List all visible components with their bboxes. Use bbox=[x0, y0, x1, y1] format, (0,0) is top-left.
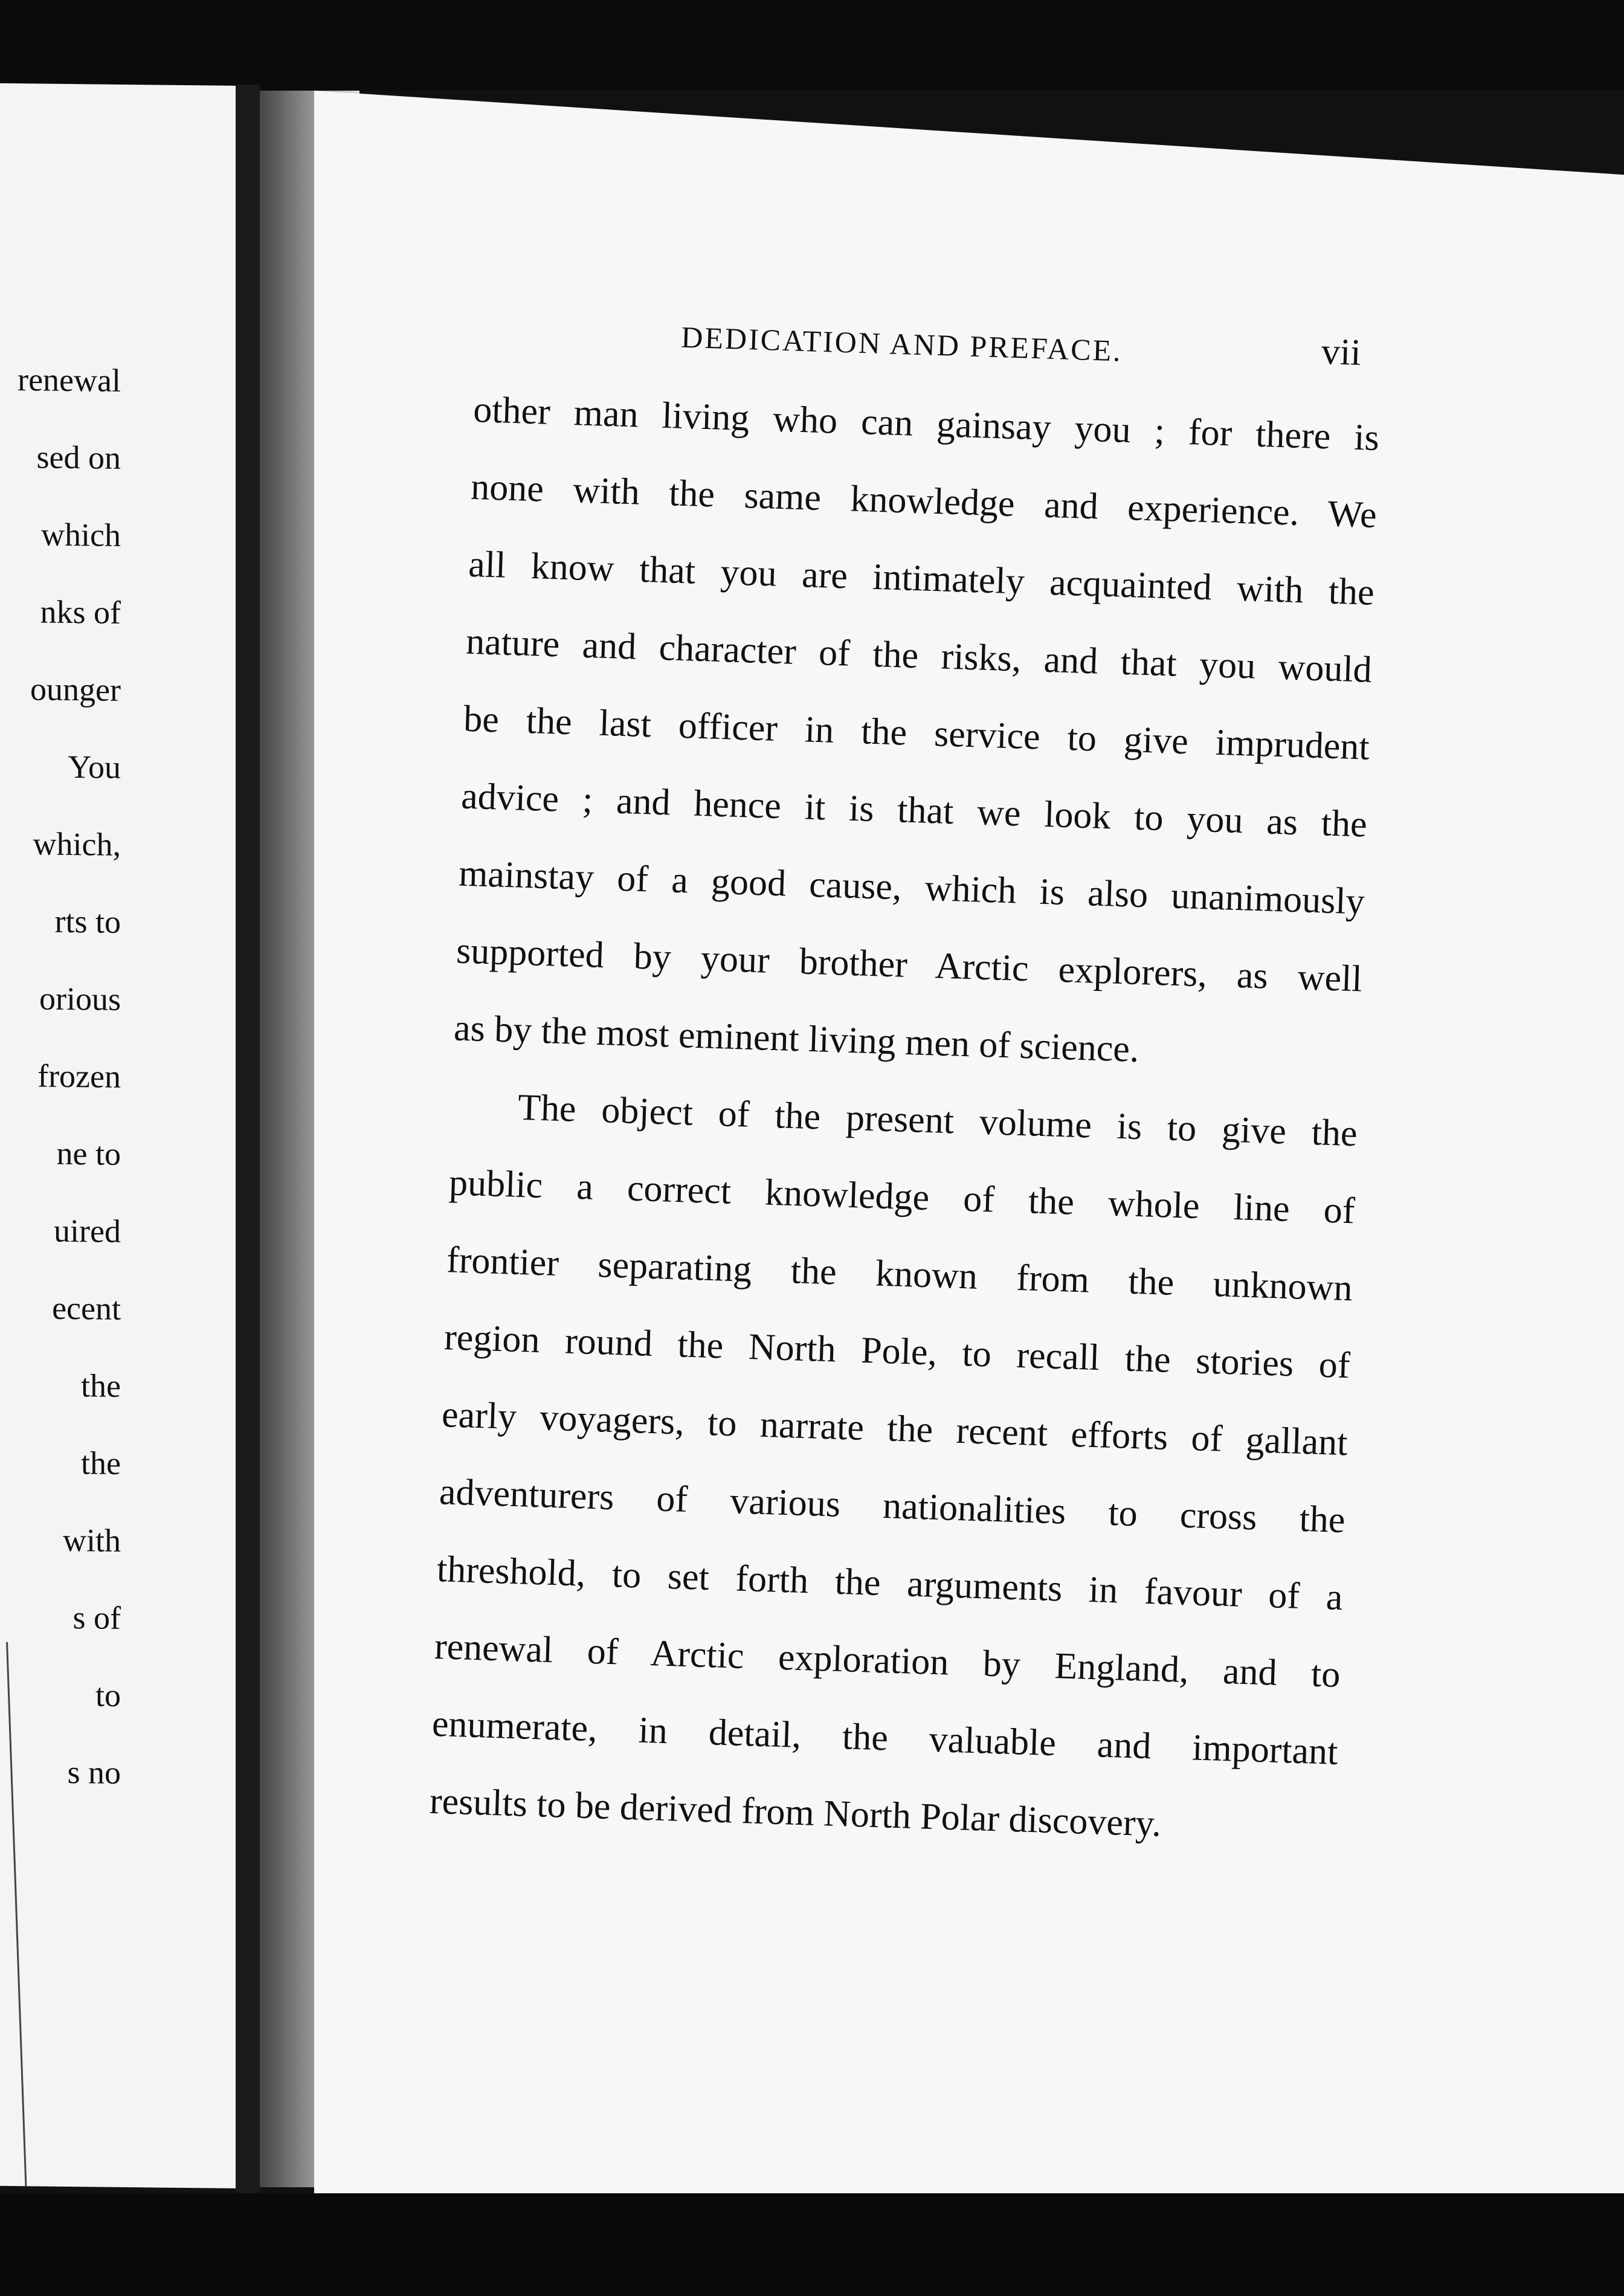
left-line: s no bbox=[67, 1753, 121, 1791]
text-line: none with the same knowledge and experience. We bbox=[470, 466, 1378, 536]
text-line: supported by your brother Arctic explorers, as well bbox=[456, 930, 1363, 1000]
running-head: DEDICATION AND PREFACE. bbox=[680, 320, 1123, 368]
text-line: enumerate, in detail, the valuable and important bbox=[431, 1703, 1339, 1773]
left-line: renewal bbox=[18, 361, 121, 399]
left-line: ounger bbox=[30, 671, 121, 708]
left-line: s of bbox=[72, 1599, 121, 1636]
text-line: advice ; and hence it is that we look to you as the bbox=[460, 775, 1368, 845]
left-line: which, bbox=[33, 825, 121, 863]
text-line: The object of the present volume is to give the bbox=[517, 1086, 1358, 1155]
page-edge-line bbox=[6, 1642, 30, 2188]
text-line: public a correct knowledge of the whole line of bbox=[448, 1162, 1356, 1232]
left-line: ecent bbox=[52, 1289, 121, 1327]
left-line: ne to bbox=[56, 1135, 121, 1172]
scan-top-border bbox=[0, 0, 1624, 91]
text-line: other man living who can gainsay you ; for there is bbox=[472, 389, 1380, 459]
text-line: be the last officer in the service to give imprudent bbox=[463, 698, 1370, 768]
text-line: adventurers of various nationalities to cross the bbox=[439, 1471, 1346, 1541]
left-line: with bbox=[62, 1521, 121, 1559]
page-number: vii bbox=[1321, 331, 1362, 373]
gutter-shadow bbox=[236, 85, 260, 2199]
left-line: the bbox=[81, 1445, 121, 1482]
left-line: orious bbox=[39, 980, 121, 1017]
text-line: results to be derived from North Polar discovery. bbox=[429, 1780, 1162, 1845]
text-line: early voyagers, to narrate the recent efforts of gallant bbox=[441, 1394, 1348, 1464]
text-line: renewal of Arctic exploration by England, and to bbox=[434, 1625, 1341, 1695]
text-line: region round the North Pole, to recall the stories of bbox=[443, 1317, 1351, 1387]
page-content bbox=[366, 91, 1389, 1933]
left-line: the bbox=[81, 1367, 121, 1404]
text-line: nature and character of the risks, and that you would bbox=[465, 621, 1373, 691]
left-line: nks of bbox=[40, 593, 121, 631]
text-line: all know that you are intimately acquainted with the bbox=[468, 543, 1375, 613]
left-line: rts to bbox=[54, 903, 121, 940]
left-line: to bbox=[95, 1677, 121, 1714]
left-line: uired bbox=[54, 1212, 121, 1250]
scan-bottom-border bbox=[0, 2193, 1624, 2296]
left-page-fragment bbox=[0, 83, 254, 2188]
left-line: sed on bbox=[36, 439, 121, 476]
text-line: frontier separating the known from the unknown bbox=[446, 1239, 1353, 1309]
left-line: which bbox=[41, 516, 121, 553]
text-line: threshold, to set forth the arguments in favour of a bbox=[436, 1548, 1344, 1619]
text-line: as by the most eminent living men of science. bbox=[453, 1007, 1140, 1071]
text-line: mainstay of a good cause, which is also unanimously bbox=[458, 853, 1365, 923]
left-line: You bbox=[68, 748, 121, 785]
left-line: frozen bbox=[37, 1057, 121, 1095]
